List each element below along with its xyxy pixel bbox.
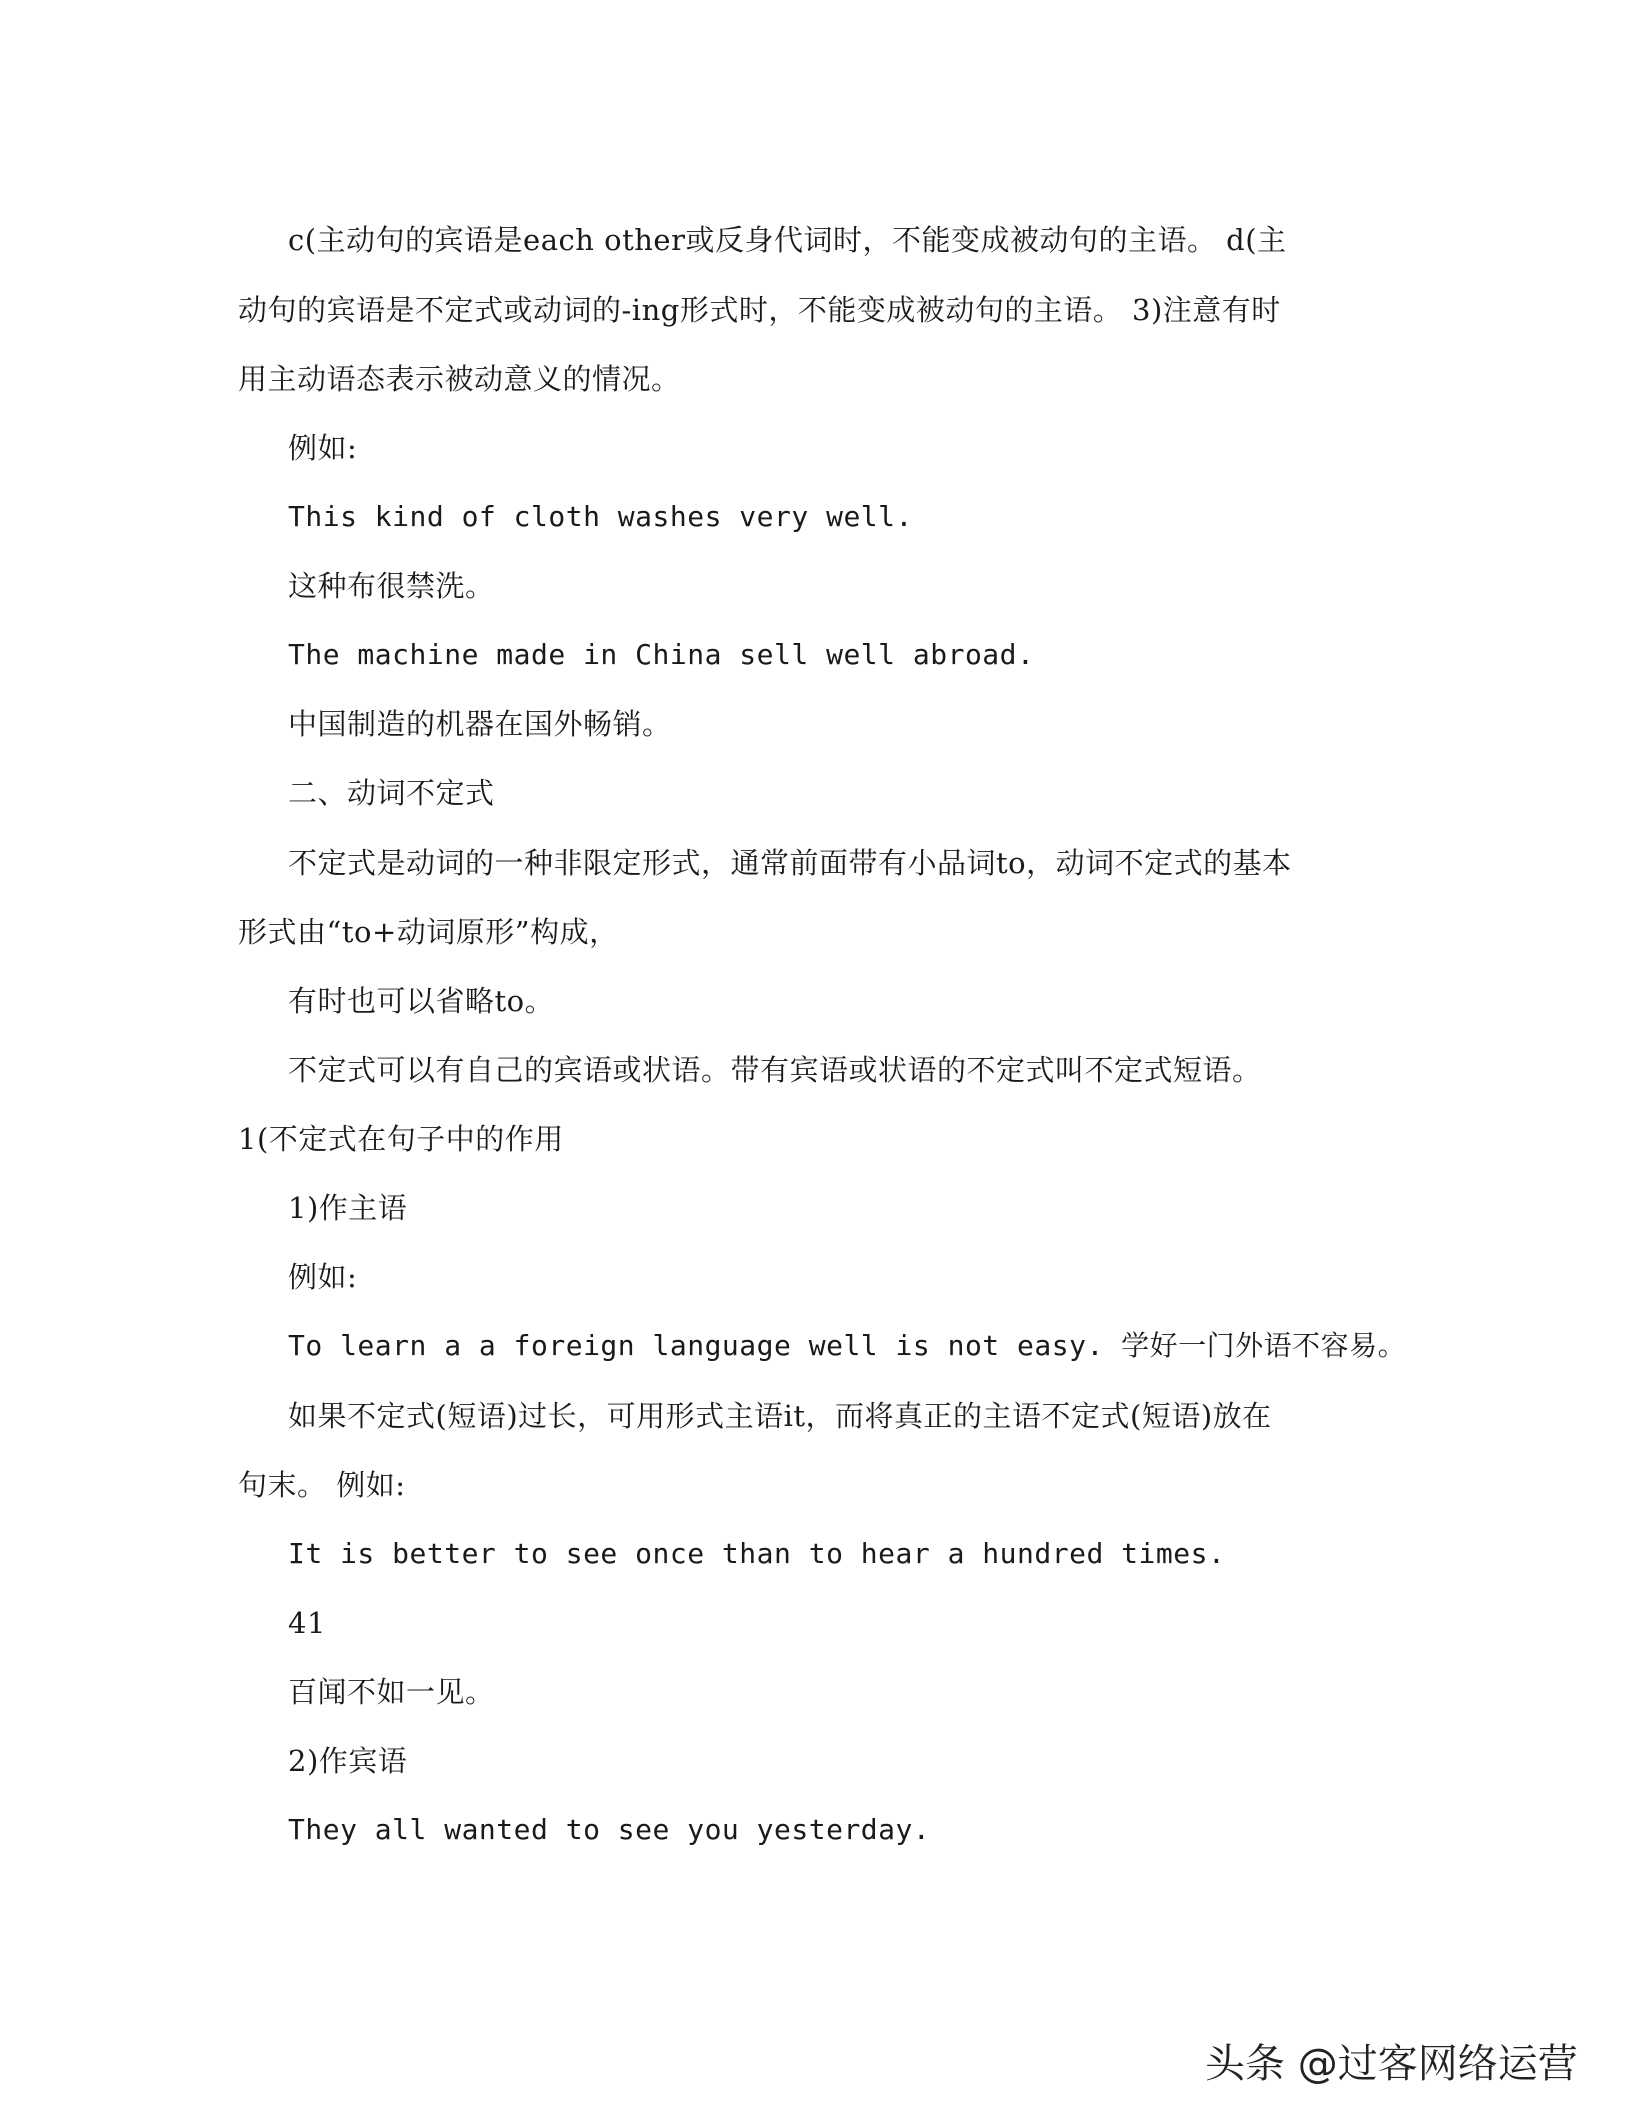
text-line: 例如: (288, 1260, 358, 1294)
text-line: 如果不定式(短语)过长，可用形式主语it，而将真正的主语不定式(短语)放在 (288, 1399, 1272, 1433)
item-heading: 2)作宾语 (288, 1744, 408, 1778)
example-sentence: To learn a a foreign language well is not easy. 学好一门外语不容易。 (288, 1329, 1407, 1362)
section-heading: 二、动词不定式 (288, 776, 495, 810)
watermark: 头条 @过客网络运营 (1205, 2041, 1578, 2087)
example-sentence: They all wanted to see you yesterday. (288, 1813, 931, 1846)
text-line: 句末。 例如: (238, 1468, 406, 1502)
page-number: 41 (288, 1606, 326, 1640)
translation-line: 百闻不如一见。 (288, 1675, 495, 1709)
text-line: 用主动语态表示被动意义的情况。 (238, 362, 681, 396)
subsection-heading: 1(不定式在句子中的作用 (238, 1122, 564, 1156)
example-sentence: It is better to see once than to hear a hundred times. (288, 1537, 1226, 1570)
text-line: 形式由“to+动词原形”构成， (238, 915, 619, 949)
text-line: 不定式可以有自己的宾语或状语。带有宾语或状语的不定式叫不定式短语。 (288, 1053, 1262, 1087)
text-line: 不定式是动词的一种非限定形式，通常前面带有小品词to，动词不定式的基本 (288, 846, 1292, 880)
translation-line: 这种布很禁洗。 (288, 569, 495, 603)
example-sentence: This kind of cloth washes very well. (288, 500, 913, 533)
translation-line: 中国制造的机器在国外畅销。 (288, 707, 672, 741)
text-line: 例如: (288, 431, 358, 465)
item-heading: 1)作主语 (288, 1191, 408, 1225)
text-line: 动句的宾语是不定式或动词的-ing形式时，不能变成被动句的主语。 3)注意有时 (238, 293, 1281, 327)
text-line: c(主动句的宾语是each other或反身代词时，不能变成被动句的主语。 d(主 (288, 223, 1287, 257)
example-sentence: The machine made in China sell well abroad. (288, 638, 1035, 671)
text-line: 有时也可以省略to。 (288, 984, 555, 1018)
